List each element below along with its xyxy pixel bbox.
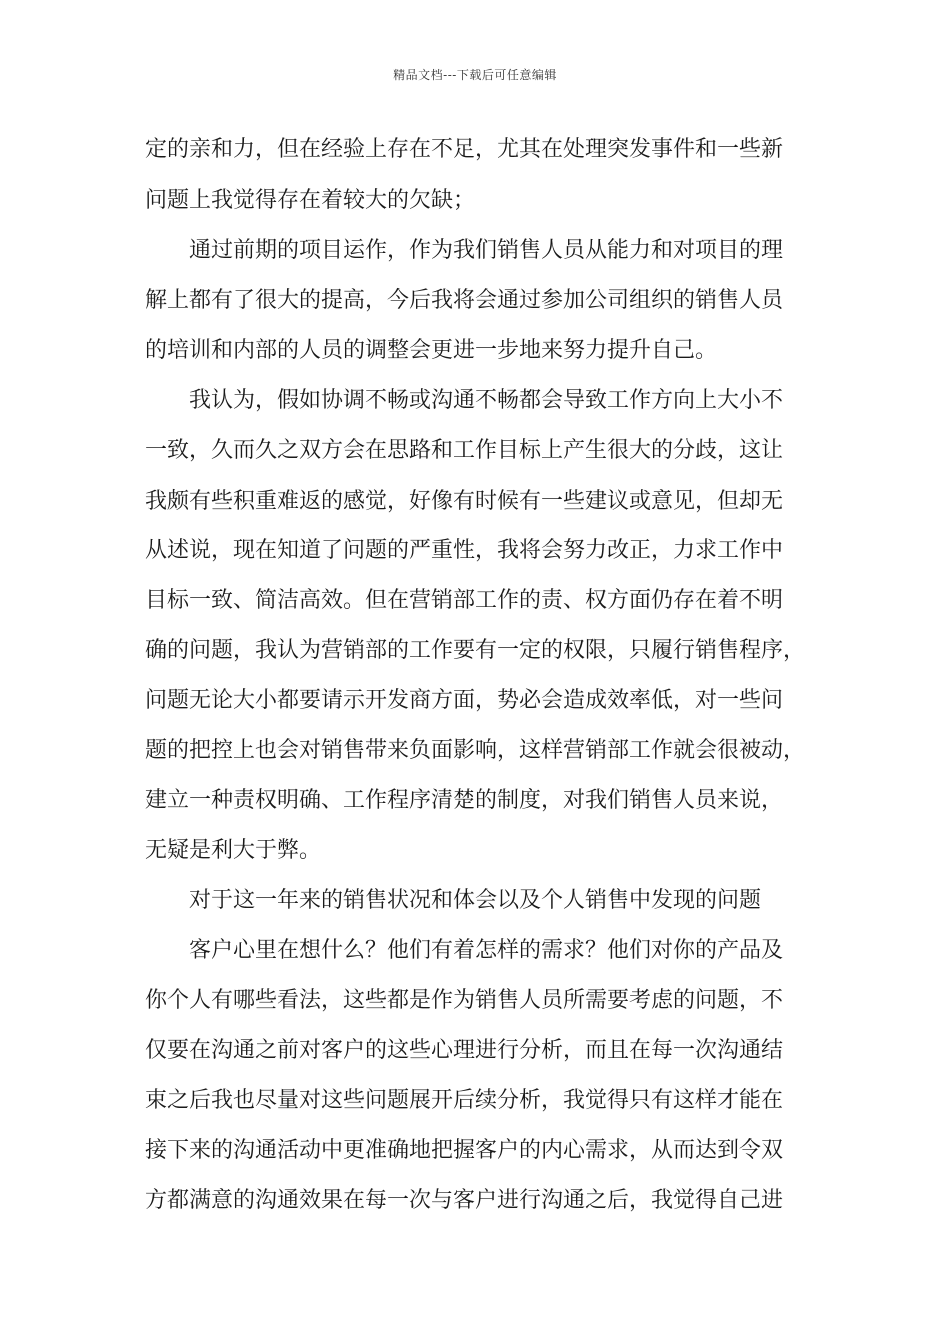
text-line: 一致，久而久之双方会在思路和工作目标上产生很大的分歧，这让 — [145, 438, 784, 463]
text-line: 接下来的沟通活动中更准确地把握客户的内心需求，从而达到令双 — [145, 1138, 784, 1163]
text-line: 问题无论大小都要请示开发商方面，势必会造成效率低，对一些问 — [145, 688, 784, 713]
text-line: 对于这一年来的销售状况和体会以及个人销售中发现的问题 — [189, 888, 762, 913]
text-line: 解上都有了很大的提高，今后我将会通过参加公司组织的销售人员 — [145, 288, 784, 313]
text-line: 定的亲和力，但在经验上存在不足，尤其在处理突发事件和一些新 — [145, 137, 784, 162]
text-line: 我颇有些积重难返的感觉，好像有时候有一些建议或意见，但却无 — [145, 489, 784, 514]
text-line: 题的把控上也会对销售带来负面影响，这样营销部工作就会很被动， — [145, 738, 806, 763]
text-line: 的培训和内部的人员的调整会更进一步地来努力提升自己。 — [145, 338, 718, 363]
text-line: 束之后我也尽量对这些问题展开后续分析，我觉得只有这样才能在 — [145, 1088, 784, 1113]
text-line: 建立一种责权明确、工作程序清楚的制度，对我们销售人员来说， — [145, 788, 784, 813]
text-line: 无疑是利大于弊。 — [145, 838, 322, 863]
text-line: 客户心里在想什么？他们有着怎样的需求？他们对你的产品及 — [189, 938, 784, 963]
text-line: 通过前期的项目运作，作为我们销售人员从能力和对项目的理 — [189, 238, 784, 263]
text-line: 方都满意的沟通效果在每一次与客户进行沟通之后，我觉得自己进 — [145, 1188, 784, 1213]
text-line: 问题上我觉得存在着较大的欠缺； — [145, 188, 476, 213]
text-line: 仅要在沟通之前对客户的这些心理进行分析，而且在每一次沟通结 — [145, 1038, 784, 1063]
text-line: 从述说，现在知道了问题的严重性，我将会努力改正，力求工作中 — [145, 538, 784, 563]
text-line: 你个人有哪些看法，这些都是作为销售人员所需要考虑的问题，不 — [145, 988, 784, 1013]
text-line: 我认为，假如协调不畅或沟通不畅都会导致工作方向上大小不 — [189, 388, 784, 413]
page-header: 精品文档---下载后可任意编辑 — [393, 68, 557, 82]
text-line: 目标一致、简洁高效。但在营销部工作的责、权方面仍存在着不明 — [145, 588, 784, 613]
text-line: 确的问题，我认为营销部的工作要有一定的权限，只履行销售程序， — [145, 638, 806, 663]
